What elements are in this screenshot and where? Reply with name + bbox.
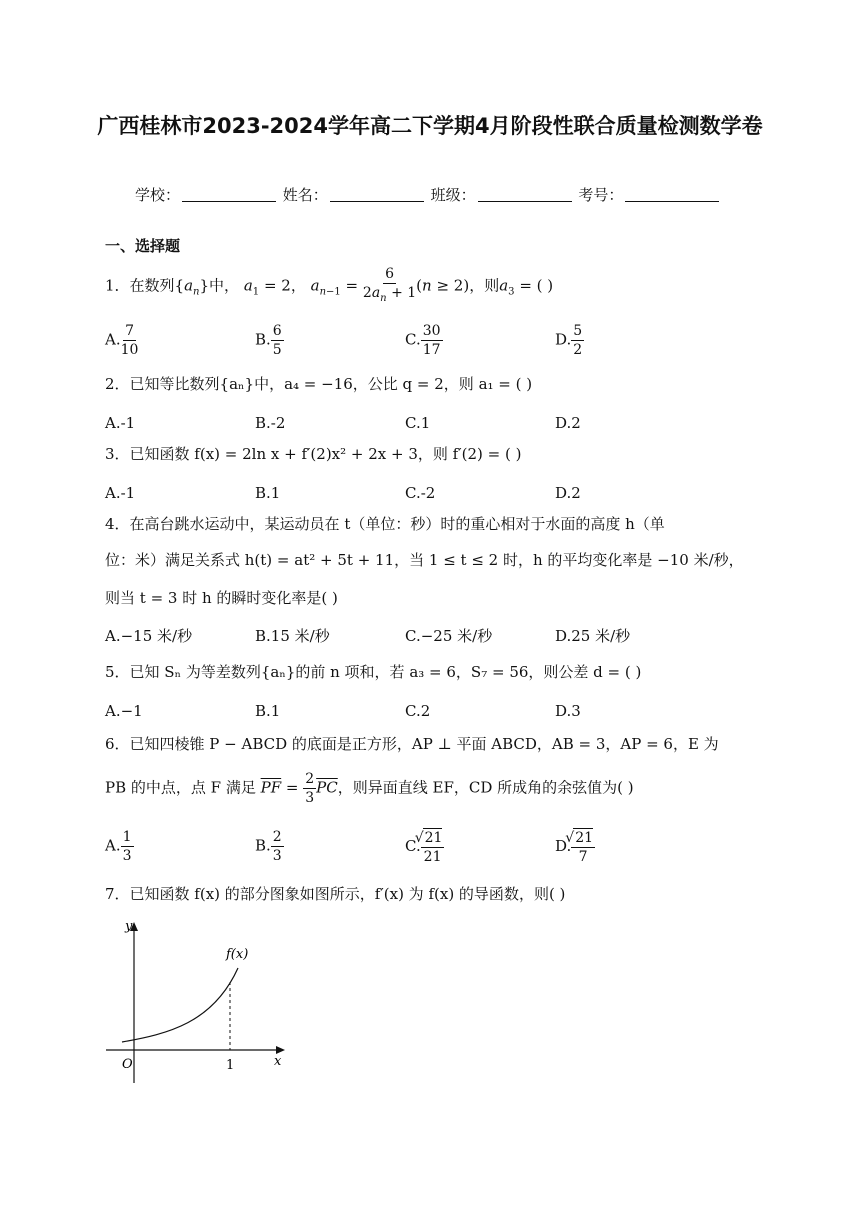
question-1: 1．在数列$\{a_n\}$中， $a_1 = 2$， $a_{n-1}$ = $\frac{6}{2a_n + 1}$ (n ≥ 2)，则$a_3$ = ( )	[105, 266, 554, 304]
class-label: 班级：	[430, 186, 476, 204]
option-c[interactable]: C. $\frac{30}{17}$	[405, 323, 441, 358]
curve-label: f(x)	[226, 947, 249, 962]
exam-no-label: 考号：	[578, 186, 624, 204]
question-4-line-2: 位：米）满足关系式 h(t) = at² + 5t + 11，当 1 ≤ t ≤ 2 时，h 的平均变化率是 −10 米/秒，	[105, 551, 744, 569]
option-d[interactable]: D. $\frac{5}{2}$	[555, 323, 583, 358]
class-blank[interactable]	[478, 201, 572, 202]
student-info	[135, 184, 721, 205]
y-axis-label: y	[125, 919, 133, 934]
question-3: 3．已知函数 f(x) = 2ln x + f′(2)x² + 2x + 3，则 f′(2) = ( )	[105, 445, 522, 463]
question-6-line-2: PB 的中点，点 F 满足 $\overline{PF}$ = $\frac{2}{3}$ $\overline{PC}$，则异面直线 EF，CD 所成角的余弦值为( )	[105, 771, 634, 806]
option-b[interactable]: B.-2	[255, 414, 286, 432]
x-axis-label: x	[274, 1054, 282, 1069]
option-d[interactable]: D.2	[555, 484, 581, 502]
exam-no-blank[interactable]	[625, 201, 719, 202]
school-label: 学校：	[135, 186, 181, 204]
option-c[interactable]: C.−25 米/秒	[405, 627, 493, 645]
question-2: 2．已知等比数列{aₙ}中，a₄ = −16，公比 q = 2，则 a₁ = ( )	[105, 375, 533, 393]
name-label: 姓名：	[282, 186, 328, 204]
option-c[interactable]: C.1	[405, 414, 431, 432]
option-c[interactable]: C.-2	[405, 484, 436, 502]
name-blank[interactable]	[330, 201, 424, 202]
option-b[interactable]: B. $\frac{2}{3}$	[255, 829, 282, 864]
option-a[interactable]: A. $\frac{1}{3}$	[105, 829, 132, 864]
option-a[interactable]: A.−1	[105, 702, 143, 720]
option-a[interactable]: A. $\frac{7}{10}$	[105, 323, 139, 358]
option-d[interactable]: D.25 米/秒	[555, 627, 631, 645]
option-b[interactable]: B.1	[255, 702, 281, 720]
section-heading: 一、选择题	[105, 237, 181, 255]
x-axis-arrow	[276, 1046, 285, 1054]
option-d[interactable]: D.3	[555, 702, 581, 720]
option-d[interactable]: D.2	[555, 414, 581, 432]
option-a[interactable]: A.-1	[105, 484, 136, 502]
option-a[interactable]: A.-1	[105, 414, 136, 432]
question-5: 5．已知 Sₙ 为等差数列{aₙ}的前 n 项和，若 a₃ = 6，S₇ = 56，则公差 d = ( )	[105, 663, 642, 681]
origin-label: O	[122, 1057, 133, 1072]
option-a[interactable]: A.−15 米/秒	[105, 627, 193, 645]
question-4-line-3: 则当 t = 3 时 h 的瞬时变化率是( )	[105, 589, 338, 607]
option-d[interactable]: D. √ $\frac{21}{7}$	[555, 828, 595, 866]
option-c[interactable]: C. √ $\frac{21}{21}$	[405, 828, 444, 866]
question-7: 7．已知函数 f(x) 的部分图象如图所示，f′(x) 为 f(x) 的导函数，则( )	[105, 885, 566, 903]
option-b[interactable]: B. $\frac{6}{5}$	[255, 323, 282, 358]
option-c[interactable]: C.2	[405, 702, 431, 720]
function-graph-figure	[98, 918, 298, 1088]
tick-label-1: 1	[226, 1058, 235, 1073]
option-b[interactable]: B.1	[255, 484, 281, 502]
function-curve	[122, 968, 238, 1042]
question-4-line-1: 4．在高台跳水运动中，某运动员在 t（单位：秒）时的重心相对于水面的高度 h（单	[105, 515, 665, 533]
school-blank[interactable]	[182, 201, 276, 202]
question-6-line-1: 6．已知四棱锥 P − ABCD 的底面是正方形，AP ⊥ 平面 ABCD，AB = 3，AP = 6，E 为	[105, 735, 719, 753]
page-title: 广西桂林市2023-2024学年高二下学期4月阶段性联合质量检测数学卷	[97, 114, 763, 138]
option-b[interactable]: B.15 米/秒	[255, 627, 330, 645]
